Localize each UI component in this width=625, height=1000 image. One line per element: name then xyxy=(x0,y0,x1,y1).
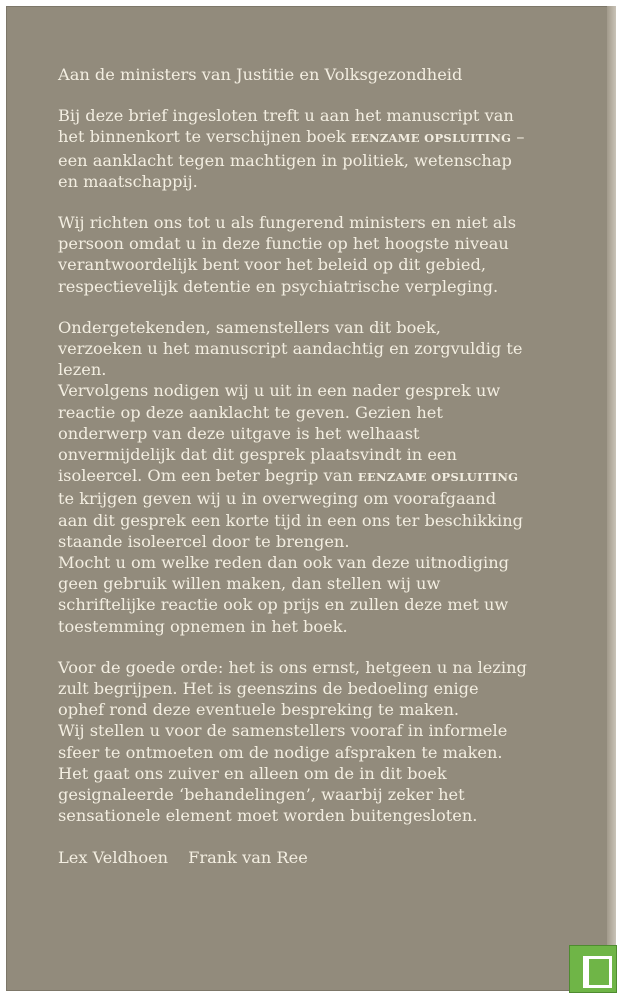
paragraph-2: Wij richten ons tot u als fungerend ministers en niet als persoon omdat u in deze functie op het hoogste niveau verantwoordelijk bent voor het beleid op dit gebied, respectievelijk detentie en psychiatrische verpleging. xyxy=(58,213,517,296)
paragraph-3a: Ondergetekenden, samenstellers van dit boek, verzoeken u het manuscript aandachtig en zorgvuldig te lezen. xyxy=(58,317,523,380)
book-back-cover xyxy=(6,6,616,991)
signatures xyxy=(58,847,528,868)
logo-box xyxy=(583,956,612,988)
lastdodo-logo-icon xyxy=(569,945,617,993)
book-title-1: EENZAME OPSLUITING xyxy=(350,131,512,146)
letter-text xyxy=(58,64,528,868)
signature-1: Lex Veldhoen xyxy=(58,847,169,867)
paragraph-3b-text: Vervolgens nodigen wij u uit in een nader gesprek uw reactie op deze aanklacht te geven. Gezien het onderwerp van deze uitgave is het welhaast onvermijdelijk dat dit gesprek plaatsvindt in een isoleercel. Om een beter begrip van xyxy=(58,381,501,486)
paragraph-4b: Wij stellen u voor de samenstellers vooraf in informele sfeer te ontmoeten om de nodige afspraken te maken. Het gaat ons zuiver en alleen om de in dit boek gesignaleerde ‘behandelingen’, waarbij zeker het sensationele element moet worden buitengesloten. xyxy=(58,721,508,826)
paragraph-1-b: – een aanklacht tegen machtigen in politiek, wetenschap en maatschappij. xyxy=(58,127,525,191)
paragraph-1 xyxy=(58,105,528,192)
paragraph-1-a: Bij deze brief ingesloten treft u aan het manuscript van het binnenkort te verschijnen boek xyxy=(58,106,514,147)
paragraph-3b-rest: te krijgen geven wij u in overweging om voorafgaand aan dit gesprek een korte tijd in een ons ter beschikking staande isoleercel door te brengen. xyxy=(58,489,523,551)
paragraph-4a: Voor de goede orde: het is ons ernst, hetgeen u na lezing zult begrijpen. Het is geenszins de bedoeling enige ophef rond deze eventuele bespreking te maken. xyxy=(58,657,527,720)
salutation: Aan de ministers van Justitie en Volksgezondheid xyxy=(58,65,463,84)
book-title-2: EENZAME OPSLUITING xyxy=(357,470,519,485)
cover-edge xyxy=(607,6,616,991)
paragraph-3d: Mocht u om welke reden dan ook van deze uitnodiging geen gebruik willen maken, dan stellen wij uw schriftelijke reactie ook op prijs en zullen deze met uw toestemming opnemen in het boek. xyxy=(58,553,509,636)
signature-2: Frank van Ree xyxy=(188,847,308,867)
paragraph-3b xyxy=(58,380,528,552)
